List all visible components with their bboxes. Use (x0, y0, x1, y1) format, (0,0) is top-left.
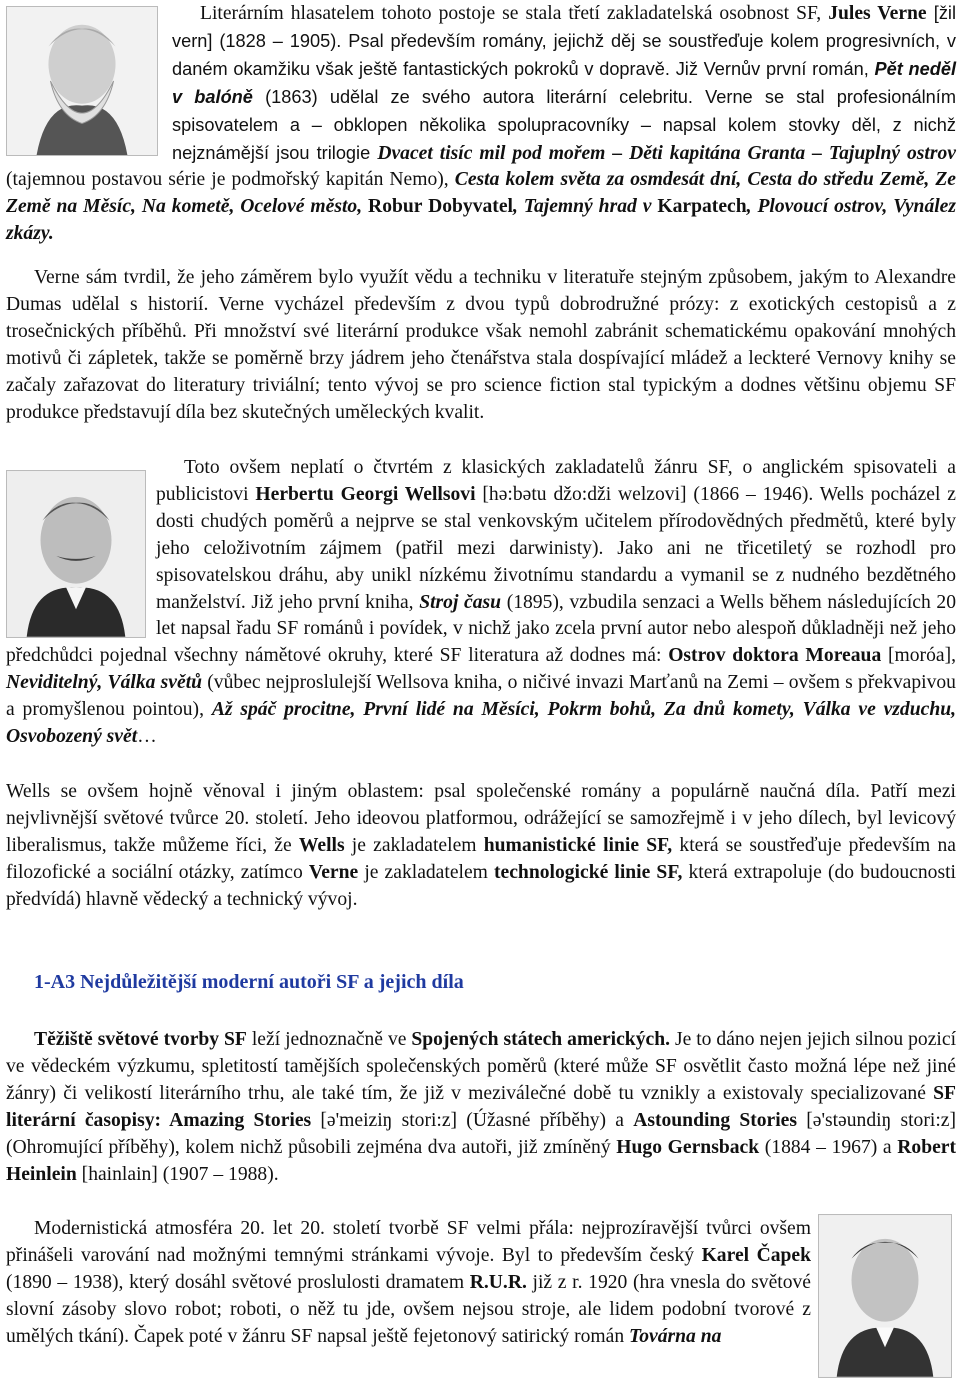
author-name: Jules Verne (828, 3, 927, 24)
book-title: Ostrov doktora Moreaua (668, 645, 882, 667)
author-name: Hugo Gernsback (616, 1136, 760, 1158)
paragraph-wells-intro: Toto ovšem neplatí o čtvrtém z klasických zakladatelů žánru SF, o anglickém spisovateli a publicistovi Herbertu Georgi Wellsovi [hə:bətu džo:dži welzovi] (1866 – 1946). Wells pocházel z dosti chudých poměrů a nejprve se stal venkovským učitelem přírodovědných předmětů, které byly jeho celoživotním zájmem (patřil mezi darwinisty). Jako ani ne třicetiletý se rozhodl pro spisovatelskou dráhu, aby unikl nízkému životnímu standardu a vymanil se z nudného bezdětného manželství. Již jeho první kniha, Stroj času (1895), vzbudila senzaci a Wells během následujících 20 let napsal řadu SF románů i povídek, v nichž jako zcela první autor nebo alespoň důkladněji než jeho předchůdci pojednal všechny námětové okruhy, které SF literatura až dodnes má: Ostrov doktora Moreaua [moróa], Neviditelný, Válka světů (vůbec nejproslulejší Wellsova kniha, o ničivé invazi Marťanů na Zemi – ovšem s překvapivou a promyšlenou pointou), Až spáč procitne, První lidé na Měsíci, Pokrm bohů, Za dnů komety, Válka ve vzduchu, Osvobozený svět… (6, 457, 957, 748)
author-name: Herbertu Georgi Wellsovi (255, 483, 476, 505)
section-heading: 1-A3 Nejdůležitější moderní autoři SF a jejich díla (34, 971, 464, 993)
book-title: Továrna na (629, 1325, 722, 1347)
paragraph-verne-method: Verne sám tvrdil, že jeho záměrem bylo využít vědu a techniku v literatuře stejným způsobem, jakým to Alexandre Dumas udělal s historií. Verne vycházel především z dvou typů dobrodružné prózy: z exotických cestopisů a z trosečnických příběhů. Při množství své literární produkce však nemohl zabránit schematickému opakování mnohých motivů či zápletek, takže se poměrně brzy jádrem jeho čtenářstva stala dospívající mládež a leckteré Vernovy knihy se začaly zařazovat do literatury triviální; tento vývoj se pro science fiction stal typickým a dodnes většinu objemu SF produkce představují díla bez skutečných uměleckých kvalit. (6, 267, 957, 423)
book-titles: Cesta kolem světa za osmdesát dní, Cesta do středu Země, Ze Země na Měsíc, Na kometě, Ocelové město, (6, 169, 956, 218)
book-titles: Až spáč procitne, První lidé na Měsíci, Pokrm bohů, Za dnů komety, Válka ve vzduchu, Osvobozený svět (6, 699, 957, 748)
paragraph-verne-intro: Literárním hlasatelem tohoto postoje se stala třetí zakladatelská osobnost SF, Jules Verne [žil vern] (1828 – 1905). Psal především romány, jejichž děj se soustřeďuje kolem progresivních, v daném okamžiku však ještě fantastických pokroků v dopravě. Již Vernův první román, Pět neděl v balóně (1863) udělal ze svého autora literární celebritu. Verne se stal profesionálním spisovatelem a – obklopen několika spolupracovníky – napsal kolem stovky děl, z nichž nejznámější jsou trilogie Dvacet tisíc mil pod mořem – Děti kapitána Granta – Tajuplný ostrov (tajemnou postavou série je podmořský kapitán Nemo), Cesta kolem světa za osmdesát dní, Cesta do středu Země, Ze Země na Měsíc, Na kometě, Ocelové město, Robur Dobyvatel, Tajemný hrad v Karpatech, Plovoucí ostrov, Vynález zkázy. (6, 3, 957, 245)
paragraph-capek: Modernistická atmosféra 20. let 20. století tvorbě SF velmi přála: nejprozíravější tvůrci ovšem přinášeli varování nad možnými temnými stránkami vývoje. Byl to především český Karel Čapek (1890 – 1938), který dosáhl světové proslulosti dramatem R.U.R. již z r. 1920 (hra vnesla do světové slovní zásoby slovo robot; roboti, o něž tu jde, ovšem nejsou stroje, ale lidem podobní tvorové z umělých tkání). Čapek poté v žánru SF napsal ještě fejetonový satirický román Továrna na (6, 1218, 812, 1347)
book-title: R.U.R. (469, 1271, 527, 1293)
book-title: Pět neděl v balóně (172, 58, 956, 107)
author-name: Karel Čapek (701, 1244, 812, 1266)
book-title: Stroj času (419, 591, 502, 613)
author-name: Robert Heinlein (6, 1136, 957, 1185)
paragraph-wells-legacy: Wells se ovšem hojně věnoval i jiným oblastem: psal společenské romány a populárně naučná díla. Patří mezi nejvlivnější světové tvůrce 20. století. Jeho ideovou platformou, odrážející se samozřejmě i v jeho dílech, byl levicový liberalismus, takže můžeme říci, že Wells je zakladatelem humanistické linie SF, která se soustřeďuje především na filozofické a sociální otázky, zatímco Verne je zakladatelem technologické linie SF, která extrapoluje (do budoucnosti předvídá) hlavně vědecký a technický vývoj. (6, 781, 957, 910)
book-titles: Neviditelný, Válka světů (6, 672, 203, 694)
paragraph-usa: Těžiště světové tvorby SF leží jednoznačně ve Spojených státech amerických. Je to dáno nejen jejich silnou pozicí ve vědeckém výzkumu, spletitostí tamějších společenských poměrů (které může SF osvětlit často možná lépe než jiné žánry) či velikostí literárního trhu, ale také tím, že již v meziválečné době tu vznikly a existovaly specializované SF literární časopisy: Amazing Stories [ə'meiziŋ stori:z] (Úžasné příběhy) a Astounding Stories [ə'stəundiŋ stori:z] (Ohromující příběhy), kolem nichž působili zejména dva autoři, již zmíněný Hugo Gernsback (1884 – 1967) a Robert Heinlein [hainlain] (1907 – 1988). (6, 1029, 957, 1185)
book-title: Dvacet tisíc mil pod mořem – Děti kapitána Granta – Tajuplný ostrov (377, 142, 956, 164)
